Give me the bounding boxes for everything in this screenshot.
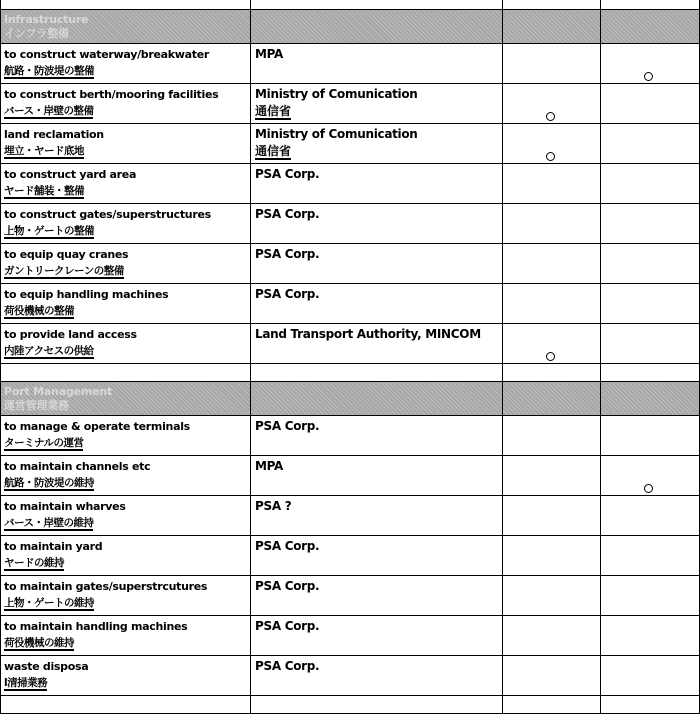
mark-cell-col3 — [503, 456, 601, 496]
task-cell — [1, 164, 251, 204]
task-label-en: to equip handling machines — [4, 288, 169, 301]
circle-mark-icon — [644, 484, 653, 493]
mark-cell-col4 — [601, 416, 700, 456]
task-label-en: to construct berth/mooring facilities — [4, 88, 219, 101]
task-label-jp: 上物・ゲートの維持 — [4, 597, 94, 609]
organization-name: MPA — [255, 459, 284, 473]
organization-name: MPA — [255, 47, 284, 61]
section-header-row — [1, 10, 700, 44]
section-header-cell — [1, 382, 251, 416]
mark-cell-col4 — [601, 456, 700, 496]
task-label-jp: l清掃業務 — [4, 677, 48, 689]
task-label-jp: ヤードの維持 — [4, 557, 64, 569]
organization-name: PSA Corp. — [255, 659, 320, 673]
table-row — [1, 536, 700, 576]
organization-cell — [251, 324, 503, 364]
task-cell — [1, 496, 251, 536]
section-header-row — [1, 382, 700, 416]
mark-cell-col3 — [503, 416, 601, 456]
section-title-jp: 運営管理業務 — [4, 399, 69, 412]
table-row — [1, 244, 700, 284]
table-row — [1, 416, 700, 456]
section-header-cell — [1, 10, 251, 44]
organization-cell — [251, 416, 503, 456]
mark-cell-col3 — [503, 536, 601, 576]
organization-name: PSA Corp. — [255, 579, 320, 593]
mark-cell-col3 — [503, 576, 601, 616]
task-label-jp: 埋立・ヤード底地 — [4, 145, 84, 157]
spacer-row — [1, 364, 700, 382]
organization-name: PSA Corp. — [255, 619, 320, 633]
organization-name: PSA Corp. — [255, 539, 320, 553]
section-header-cell — [503, 382, 601, 416]
circle-mark-icon — [546, 112, 555, 121]
spacer-row — [1, 696, 700, 714]
task-cell — [1, 244, 251, 284]
task-label-jp: ガントリークレーンの整備 — [4, 265, 124, 277]
task-cell — [1, 44, 251, 84]
circle-mark-icon — [546, 152, 555, 161]
table-row — [1, 576, 700, 616]
organization-name: Ministry of Comunication — [255, 127, 418, 141]
organization-cell — [251, 244, 503, 284]
task-label-en: to provide land access — [4, 328, 137, 341]
task-label-en: to maintain handling machines — [4, 620, 188, 633]
task-label-en: waste disposa — [4, 660, 89, 673]
organization-name: PSA Corp. — [255, 247, 320, 261]
organization-cell — [251, 496, 503, 536]
section-header-cell — [503, 10, 601, 44]
organization-name: PSA ? — [255, 499, 292, 513]
task-cell — [1, 124, 251, 164]
organization-name: PSA Corp. — [255, 207, 320, 221]
task-cell — [1, 656, 251, 696]
mark-cell-col3 — [503, 124, 601, 164]
task-label-jp: 上物・ゲートの整備 — [4, 225, 94, 237]
mark-cell-col4 — [601, 164, 700, 204]
organization-cell — [251, 84, 503, 124]
task-label-en: to construct yard area — [4, 168, 137, 181]
section-header-cell — [251, 382, 503, 416]
task-cell — [1, 416, 251, 456]
mark-cell-col3 — [503, 244, 601, 284]
task-cell — [1, 84, 251, 124]
organization-cell — [251, 284, 503, 324]
mark-cell-col3 — [503, 204, 601, 244]
section-title-jp: インフラ整備 — [4, 27, 69, 40]
organization-name: Ministry of Comunication — [255, 87, 418, 101]
organization-name: PSA Corp. — [255, 167, 320, 181]
mark-cell-col4 — [601, 324, 700, 364]
mark-cell-col4 — [601, 536, 700, 576]
task-label-en: to manage & operate terminals — [4, 420, 190, 433]
mark-cell-col4 — [601, 124, 700, 164]
organization-cell — [251, 204, 503, 244]
organization-name-jp: 通信省 — [255, 144, 292, 158]
mark-cell-col4 — [601, 496, 700, 536]
table-row — [1, 456, 700, 496]
table-row — [1, 124, 700, 164]
mark-cell-col3 — [503, 656, 601, 696]
table-row — [1, 284, 700, 324]
mark-cell-col4 — [601, 576, 700, 616]
circle-mark-icon — [644, 72, 653, 81]
organization-cell — [251, 656, 503, 696]
section-header-cell — [601, 382, 700, 416]
task-label-en: to maintain yard — [4, 540, 103, 553]
mark-cell-col4 — [601, 656, 700, 696]
organization-name: PSA Corp. — [255, 419, 320, 433]
table-row — [1, 656, 700, 696]
task-label-en: land reclamation — [4, 128, 104, 141]
task-label-jp: 荷役機械の整備 — [4, 305, 74, 317]
mark-cell-col4 — [601, 84, 700, 124]
organization-cell — [251, 456, 503, 496]
task-cell — [1, 284, 251, 324]
task-label-en: to maintain channels etc — [4, 460, 151, 473]
section-header-cell — [251, 10, 503, 44]
task-label-jp: ターミナルの運営 — [4, 437, 84, 449]
mark-cell-col3 — [503, 44, 601, 84]
table-row — [1, 616, 700, 656]
table-row — [1, 204, 700, 244]
task-label-en: to equip quay cranes — [4, 248, 129, 261]
organization-cell — [251, 536, 503, 576]
task-label-jp: 航路・防波堤の維持 — [4, 477, 94, 489]
task-cell — [1, 536, 251, 576]
organization-cell — [251, 616, 503, 656]
mark-cell-col3 — [503, 284, 601, 324]
top-border-row — [1, 0, 700, 10]
task-label-en: to maintain wharves — [4, 500, 126, 513]
task-cell — [1, 204, 251, 244]
task-label-jp: 航路・防波堤の整備 — [4, 65, 94, 77]
mark-cell-col3 — [503, 616, 601, 656]
table-row — [1, 324, 700, 364]
mark-cell-col3 — [503, 324, 601, 364]
organization-cell — [251, 164, 503, 204]
mark-cell-col4 — [601, 284, 700, 324]
organization-cell — [251, 124, 503, 164]
mark-cell-col3 — [503, 84, 601, 124]
organization-name: PSA Corp. — [255, 287, 320, 301]
table-row — [1, 496, 700, 536]
circle-mark-icon — [546, 352, 555, 361]
organization-name: Land Transport Authority, MINCOM — [255, 327, 481, 341]
task-label-jp: バース・岸壁の整備 — [4, 105, 94, 117]
table-row — [1, 44, 700, 84]
organization-name-jp: 通信省 — [255, 104, 292, 118]
table-row — [1, 84, 700, 124]
task-cell — [1, 456, 251, 496]
task-cell — [1, 616, 251, 656]
task-label-jp: ヤード舗装・整備 — [4, 185, 84, 197]
task-label-en: to maintain gates/superstrcutures — [4, 580, 208, 593]
mark-cell-col3 — [503, 164, 601, 204]
task-label-en: to construct gates/superstructures — [4, 208, 211, 221]
organization-cell — [251, 576, 503, 616]
mark-cell-col4 — [601, 244, 700, 284]
task-cell — [1, 324, 251, 364]
task-cell — [1, 576, 251, 616]
organization-cell — [251, 44, 503, 84]
mark-cell-col4 — [601, 204, 700, 244]
mark-cell-col3 — [503, 496, 601, 536]
section-title-en: Port Management — [4, 385, 113, 398]
mark-cell-col4 — [601, 44, 700, 84]
task-label-en: to construct waterway/breakwater — [4, 48, 210, 61]
section-title-en: Infrastructure — [4, 13, 89, 26]
table-body — [1, 0, 700, 714]
table-row — [1, 164, 700, 204]
task-label-jp: バース・岸壁の維持 — [4, 517, 94, 529]
mark-cell-col4 — [601, 616, 700, 656]
task-label-jp: 荷役機械の維持 — [4, 637, 74, 649]
section-header-cell — [601, 10, 700, 44]
task-label-jp: 内陸アクセスの供給 — [4, 345, 94, 357]
